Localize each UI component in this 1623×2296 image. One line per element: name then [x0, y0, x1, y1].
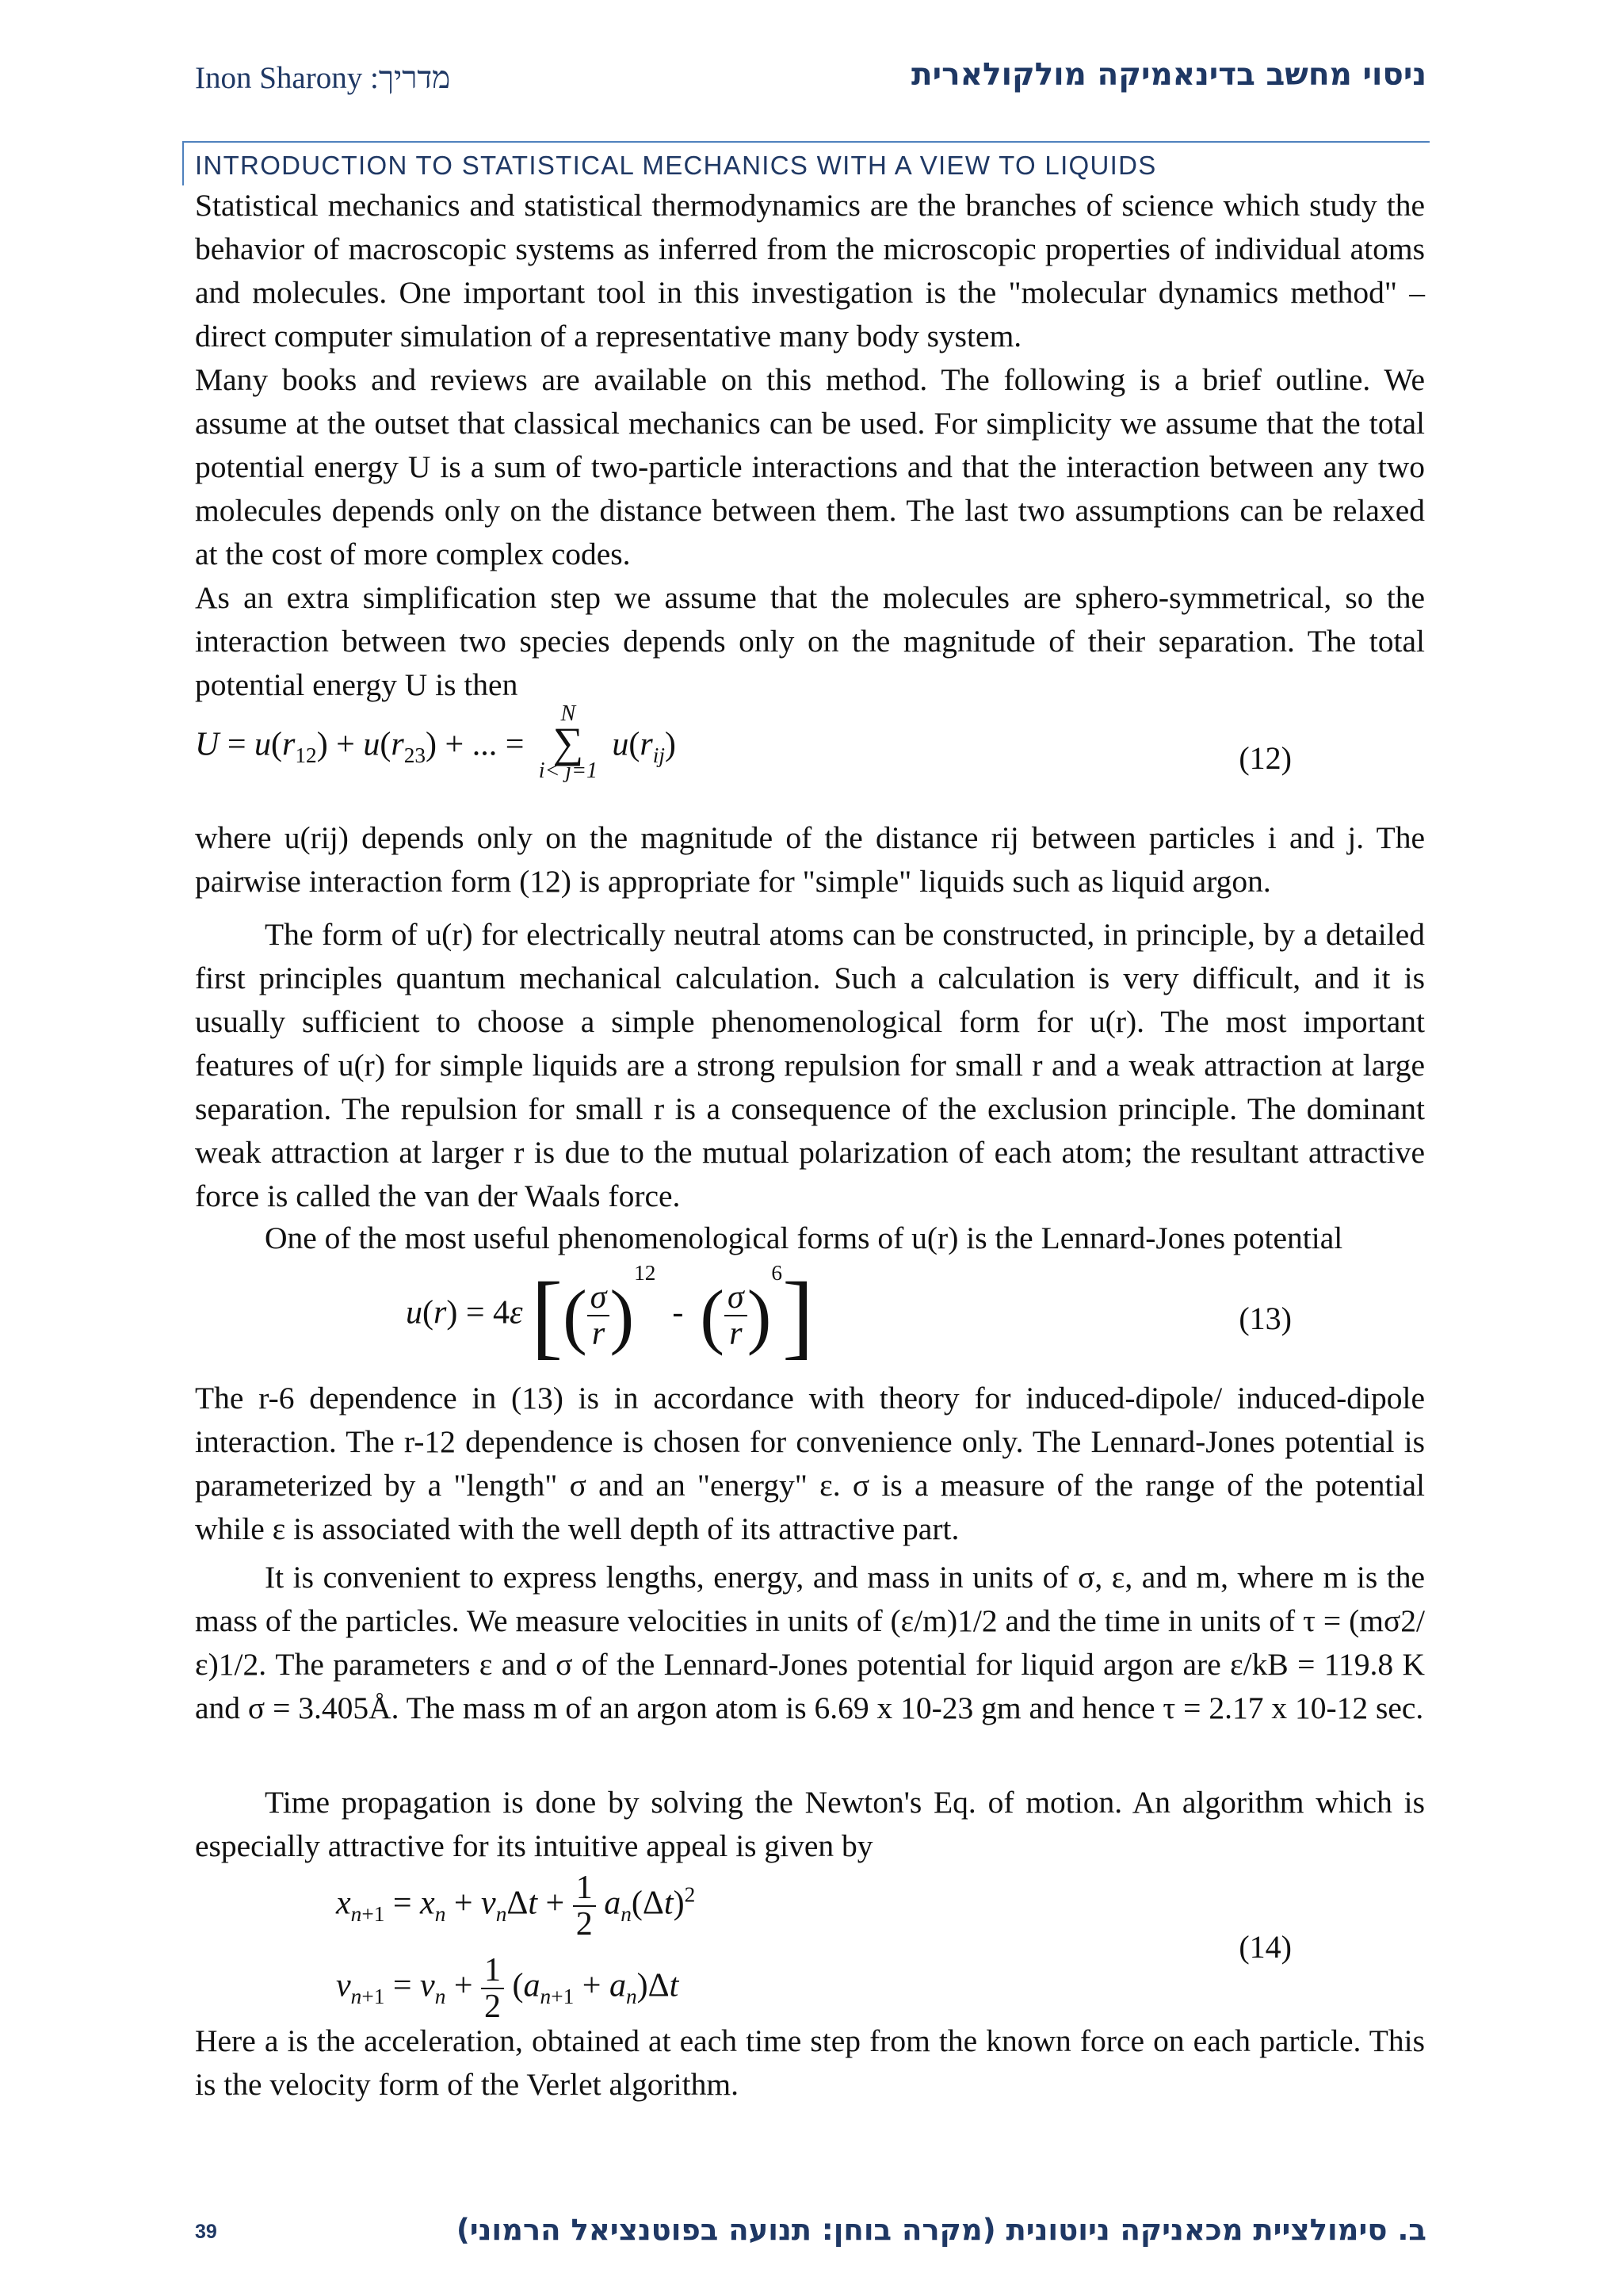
paragraph-7: The r-6 dependence in (13) is in accordance with theory for induced-dipole/ induced-dipole interaction. The r-12 dependence is chosen for convenience only. The Lennard-Jones potential is parameterized by a "length" σ and an "energy" ε. σ is a measure of the range of the potential while ε is associated with the well depth of its attractive part.: [195, 1381, 1425, 1546]
equation-13: u(r) = 4ε [( $\frac{\sigma}{r}$ )$^{12}$ - ( $\frac{\sigma}{r}$ )$^6$]: [406, 1260, 814, 1368]
section-title: INTRODUCTION TO STATISTICAL MECHANICS WITH A VIEW TO LIQUIDS: [195, 151, 1157, 180]
section-marker: [182, 141, 184, 185]
page-number: 39: [195, 2221, 217, 2243]
paragraph-1: Statistical mechanics and statistical thermodynamics are the branches of science which study the behavior of macroscopic systems as inferred from the microscopic properties of individual atoms and molecules. One important tool in this investigation is the "molecular dynamics method" – direct computer simulation of a representative many body system.: [195, 188, 1425, 353]
paragraph-9: Time propagation is done by solving the Newton's Eq. of motion. An algorithm which is especially attractive for its intuitive appeal is given by: [195, 1785, 1425, 1863]
paragraph-10: Here a is the acceleration, obtained at each time step from the known force on each particle. This is the velocity form of the Verlet algorithm.: [195, 2023, 1425, 2102]
equation-14: [336, 1870, 695, 2024]
paragraph-3: As an extra simplification step we assume that the molecules are sphero-symmetrical, so the interaction between two species depends only on the magnitude of their separation. The total potential energy U is then: [195, 580, 1425, 702]
equation-12: $U = u(r_{12}) + u(r_{23})$ + ... = N ∑ i< j=1 $u(r_{ij})$: [195, 701, 676, 783]
section-divider: [182, 141, 1430, 143]
equation-14-velocity: $v_{n+1} = v_n$ + $\frac{1}{2}$ $(a_{n+1} + a_n)\Delta t$: [336, 1952, 679, 2025]
equation-13-number: (13): [1239, 1301, 1292, 1336]
paragraph-8: It is convenient to express lengths, energy, and mass in units of σ, ε, and m, where m is the mass of the particles. We measure velocities in units of (ε/m)1/2 and the time in units of τ = (mσ2/ε)1/2. The parameters ε and σ of the Lennard-Jones potential for liquid argon are ε/kB = 119.8 K and σ = 3.405Å. The mass m of an argon atom is 6.69 x 10-23 gm and hence τ = 2.17 x 10-12 sec.: [195, 1560, 1425, 1725]
paragraph-2-text: Many books and reviews are available on this method. The following is a brief outline. We assume at the outset that classical mechanics can be used. For simplicity we assume that the total potential energy U is a sum of two-particle interactions and that the interaction between any two molecules depends only on the distance between them. The last two assumptions can be relaxed at the cost of more complex codes.: [195, 362, 1425, 571]
equation-14-number: (14): [1239, 1929, 1292, 1965]
paragraph-4: where u(rij) depends only on the magnitude of the distance rij between particles i and j. The pairwise interaction form (12) is appropriate for "simple" liquids such as liquid argon.: [195, 820, 1425, 899]
paragraph-6: One of the most useful phenomenological forms of u(r) is the Lennard-Jones potential: [265, 1221, 1343, 1255]
equation-14-position: $x_{n+1} = x_n + v_n\Delta t$ + $\frac{1}{2}$ $a_n(\Delta t)^2$: [336, 1870, 696, 1943]
paragraph-5: The form of u(r) for electrically neutral atoms can be constructed, in principle, by a detailed first principles quantum mechanical calculation. Such a calculation is very difficult, and it is usually sufficient to choose a simple phenomenological form for u(r). The most important features of u(r) for simple liquids are a strong repulsion for small r and a weak attraction at large separation. The repulsion for small r is a consequence of the exclusion principle. The dominant weak attraction at larger r is due to the mutual polarization of each atom; the resultant attractive force is called the van der Waals force.: [195, 917, 1425, 1213]
footer-chapter-title: ב. סימולציית מכאניקה ניוטונית (מקרה בוחן: תנועה בפוטנציאל הרמוני): [456, 2213, 1426, 2247]
header-instructor: Inon Sharony :מדריך: [195, 61, 451, 95]
header-course-title: ניסוי מחשב בדינאמיקה מולקולארית: [911, 57, 1426, 93]
paragraph-2: [195, 358, 1425, 576]
equation-12-number: (12): [1239, 740, 1292, 776]
